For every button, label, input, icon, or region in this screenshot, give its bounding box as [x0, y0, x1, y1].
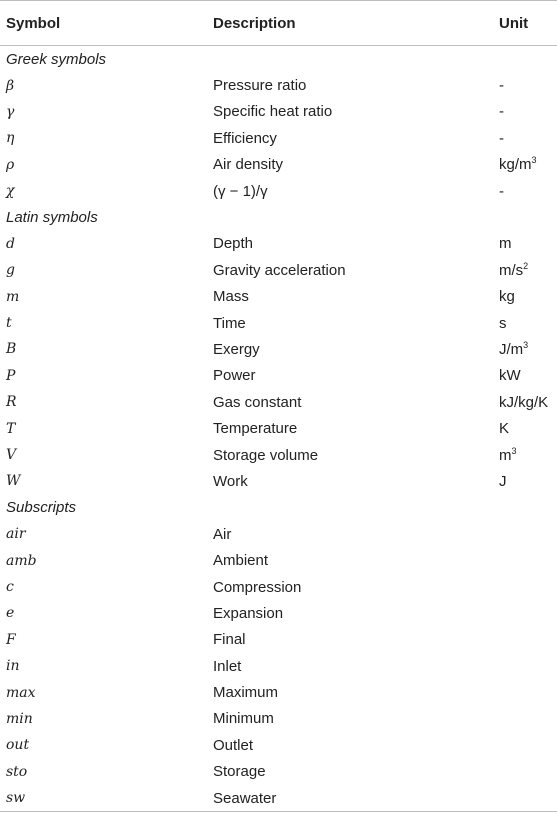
unit-cell [499, 521, 557, 547]
table-row [0, 125, 557, 151]
table-header [0, 1, 557, 46]
table-row [0, 415, 557, 441]
unit-text: m/s [499, 261, 524, 279]
description-cell: Air [213, 525, 232, 543]
symbol-cell: T [6, 420, 16, 437]
symbol-cell: e [6, 605, 15, 622]
description-cell: Temperature [213, 420, 298, 438]
unit-cell [499, 627, 557, 653]
table-row [0, 627, 557, 653]
unit-text: - [499, 103, 504, 121]
table-row [0, 547, 557, 573]
description-cell: Gas constant [213, 393, 302, 411]
table-row [0, 152, 557, 178]
symbol-cell: in [6, 658, 20, 675]
unit-cell [499, 389, 557, 415]
table-row [0, 600, 557, 626]
description-cell: Expansion [213, 604, 284, 622]
unit-cell [499, 706, 557, 732]
symbol-cell: c [6, 579, 14, 595]
symbol-cell: d [6, 235, 15, 252]
symbol-cell: γ [6, 103, 15, 120]
header-symbol: Symbol [0, 1, 213, 46]
description-cell: Work [213, 472, 248, 490]
table-row [0, 706, 557, 732]
header-description: Description [213, 1, 499, 46]
table-row [0, 310, 557, 336]
symbol-cell: W [6, 473, 21, 490]
table-row [0, 679, 557, 705]
symbol-cell: max [6, 684, 36, 701]
symbol-cell: t [6, 315, 12, 332]
description-cell: Power [213, 367, 256, 385]
description-cell: Storage volume [213, 446, 319, 464]
description-cell: (γ − 1)/γ [213, 182, 268, 200]
unit-cell [499, 72, 557, 98]
unit-cell [499, 363, 557, 389]
unit-cell [499, 231, 557, 257]
unit-cell [499, 468, 557, 494]
table-row [0, 72, 557, 98]
unit-cell [499, 99, 557, 125]
section-row [0, 46, 557, 73]
section-row [0, 204, 557, 230]
symbol-cell: β [6, 77, 15, 94]
unit-cell [499, 653, 557, 679]
symbol-cell: R [6, 394, 17, 411]
symbol-cell: η [6, 130, 15, 147]
unit-cell [499, 732, 557, 758]
description-cell: Gravity acceleration [213, 261, 346, 279]
unit-cell [499, 785, 557, 812]
table-row [0, 178, 557, 204]
unit-cell [499, 178, 557, 204]
symbol-cell: air [6, 526, 26, 543]
description-cell: Air density [213, 156, 284, 174]
table-row [0, 759, 557, 785]
symbol-cell: P [6, 367, 16, 384]
unit-cell [499, 336, 557, 362]
unit-text: s [499, 314, 507, 332]
description-cell: Final [213, 631, 246, 649]
table-row [0, 521, 557, 547]
unit-text: m [499, 446, 512, 464]
unit-cell [499, 574, 557, 600]
table-row [0, 99, 557, 125]
symbol-cell: χ [6, 183, 15, 200]
unit-cell [499, 125, 557, 151]
unit-text: - [499, 77, 504, 95]
section-title: Greek symbols [6, 50, 107, 68]
description-cell: Ambient [213, 552, 269, 570]
table-row [0, 389, 557, 415]
unit-cell [499, 679, 557, 705]
description-cell: Efficiency [213, 129, 277, 147]
header-unit: Unit [499, 1, 557, 46]
symbol-cell: ρ [6, 156, 15, 173]
table-row [0, 468, 557, 494]
section-row [0, 495, 557, 521]
description-cell: Pressure ratio [213, 77, 307, 95]
symbol-cell: amb [6, 552, 37, 569]
unit-cell [499, 600, 557, 626]
table-row [0, 785, 557, 812]
unit-text: J [499, 472, 507, 490]
description-cell: Minimum [213, 710, 274, 728]
symbol-cell: g [6, 262, 15, 279]
unit-exponent: 3 [523, 339, 529, 350]
unit-text: m [499, 235, 512, 253]
table-row [0, 574, 557, 600]
unit-text: kg/m [499, 156, 532, 174]
unit-text: kW [499, 367, 521, 385]
unit-cell [499, 759, 557, 785]
section-title: Latin symbols [6, 209, 98, 227]
description-cell: Seawater [213, 785, 499, 812]
table-row [0, 442, 557, 468]
unit-cell [499, 442, 557, 468]
symbol-cell: B [6, 341, 17, 358]
unit-exponent: 3 [531, 155, 537, 166]
table-row [0, 363, 557, 389]
unit-cell [499, 310, 557, 336]
unit-text: K [499, 420, 510, 438]
description-cell: Outlet [213, 736, 254, 754]
symbol-cell: F [6, 631, 16, 648]
table-row [0, 653, 557, 679]
description-cell: Compression [213, 578, 302, 596]
unit-text: J/m [499, 340, 524, 358]
description-cell: Exergy [213, 340, 260, 358]
section-title: Subscripts [6, 499, 77, 517]
description-cell: Depth [213, 235, 254, 253]
unit-exponent: 2 [523, 260, 529, 271]
table-row [0, 336, 557, 362]
unit-cell [499, 547, 557, 573]
symbol-cell: V [6, 447, 17, 464]
description-cell: Storage [213, 763, 266, 781]
symbol-cell: sw [0, 785, 213, 812]
unit-cell [499, 152, 557, 178]
table-body [0, 46, 557, 812]
table-row [0, 257, 557, 283]
unit-text: - [499, 182, 504, 200]
symbol-cell: sto [6, 763, 28, 780]
table-row [0, 284, 557, 310]
unit-cell [499, 284, 557, 310]
header-row [0, 1, 557, 46]
description-cell: Mass [213, 288, 249, 306]
symbol-cell: out [6, 737, 30, 754]
table-row [0, 231, 557, 257]
unit-text: kg [499, 288, 515, 306]
unit-text: - [499, 129, 504, 147]
description-cell: Maximum [213, 684, 279, 702]
symbol-cell: min [6, 710, 33, 727]
table-row [0, 732, 557, 758]
unit-cell [499, 415, 557, 441]
description-cell: Specific heat ratio [213, 103, 333, 121]
unit-cell [499, 257, 557, 283]
symbol-cell: m [6, 288, 20, 305]
description-cell: Time [213, 314, 246, 332]
description-cell: Inlet [213, 657, 242, 675]
unit-text: kJ/kg/K [499, 393, 549, 411]
unit-exponent: 3 [511, 445, 517, 456]
